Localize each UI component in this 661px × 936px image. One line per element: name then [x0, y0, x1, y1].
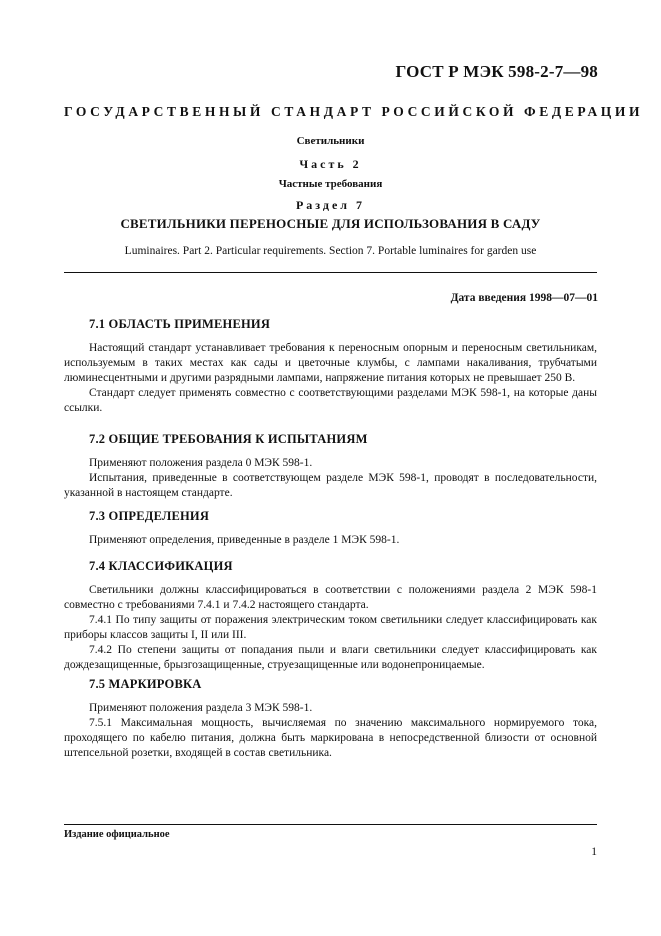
paragraph: Настоящий стандарт устанавливает требования к переносным опорным и переносным светильникам, используемым в таких местах как сады и цветочные клумбы, с лампами накаливания, трубчатыми люминесцентными и другими разрядными лампами, напряжение питания которых не превышает 250 В. — [64, 342, 597, 384]
paragraph: Применяют положения раздела 3 МЭК 598-1. — [89, 702, 313, 714]
header-divider — [64, 272, 597, 273]
paragraph: Применяют положения раздела 0 МЭК 598-1. — [89, 457, 313, 469]
paragraph: 7.5.1 Максимальная мощность, вычисляемая по значению максимального нормируемого тока, проходящего по кабелю питания, должна быть маркирована в непосредственной близости от основной штепсельной розетки, входящей в состав светильника. — [64, 717, 597, 759]
section-7-5 — [64, 677, 597, 761]
page-number: 1 — [591, 846, 597, 858]
section-7-1 — [64, 317, 597, 416]
paragraph: 7.4.1 По типу защиты от поражения электрическим током светильники следует классифицировать как приборы классов защиты I, II или III. — [64, 614, 597, 641]
footer-divider — [64, 824, 597, 825]
section-heading: 7.4 КЛАССИФИКАЦИЯ — [89, 559, 233, 573]
introduction-date: Дата введения 1998—07—01 — [450, 292, 598, 304]
paragraph: Стандарт следует применять совместно с соответствующими разделами МЭК 598-1, на которые даны ссылки. — [64, 387, 597, 414]
official-edition-note: Издание официальное — [64, 829, 170, 840]
section-7-4 — [64, 559, 597, 673]
state-standard-title: ГОСУДАРСТВЕННЫЙ СТАНДАРТ РОССИЙСКОЙ ФЕДЕРАЦИИ — [64, 104, 644, 119]
section-heading: 7.1 ОБЛАСТЬ ПРИМЕНЕНИЯ — [89, 317, 271, 331]
subject-title: Светильники — [296, 135, 365, 147]
english-title: Luminaires. Part 2. Particular requirements. Section 7. Portable luminaires for garden use — [124, 245, 537, 257]
main-title: СВЕТИЛЬНИКИ ПЕРЕНОСНЫЕ ДЛЯ ИСПОЛЬЗОВАНИЯ В САДУ — [120, 216, 541, 231]
paragraph: Испытания, приведенные в соответствующем разделе МЭК 598-1, проводят в последовательности, указанной в настоящем стандарте. — [64, 472, 597, 499]
section-7-2 — [64, 432, 597, 501]
section-heading: 7.5 МАРКИРОВКА — [89, 677, 202, 691]
section-heading: 7.3 ОПРЕДЕЛЕНИЯ — [89, 509, 210, 523]
section-label: Раздел 7 — [295, 198, 366, 212]
part-title: Частные требования — [278, 178, 383, 190]
paragraph: 7.4.2 По степени защиты от попадания пыли и влаги светильники следует классифицировать как дождезащищенные, брызгозащищенные, струезащищенные или водонепроницаемые. — [64, 644, 597, 671]
document-code: ГОСТ Р МЭК 598-2-7—98 — [395, 62, 598, 81]
paragraph: Светильники должны классифицироваться в соответствии с положениями раздела 2 МЭК 598-1 совместно с требованиями 7.4.1 и 7.4.2 настоящего стандарта. — [64, 584, 597, 611]
paragraph: Применяют определения, приведенные в разделе 1 МЭК 598-1. — [89, 534, 400, 546]
part-label: Часть 2 — [299, 157, 362, 171]
section-heading: 7.2 ОБЩИЕ ТРЕБОВАНИЯ К ИСПЫТАНИЯМ — [89, 432, 368, 446]
section-7-3 — [64, 509, 597, 548]
